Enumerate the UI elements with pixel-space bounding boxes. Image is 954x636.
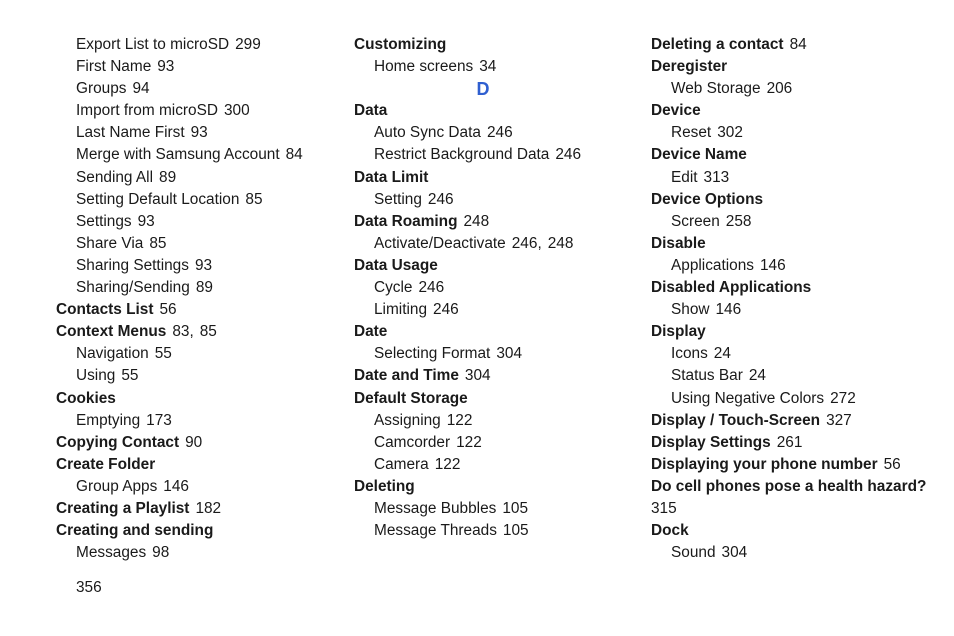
page-reference: 55 xyxy=(121,367,139,385)
entry-term: Creating and sending xyxy=(56,522,214,540)
page-reference: 246 xyxy=(418,279,445,297)
page-reference: 246 xyxy=(427,190,454,208)
page-reference: 122 xyxy=(446,411,473,429)
index-entry xyxy=(354,100,644,122)
entry-term: Disabled Applications xyxy=(651,279,812,297)
index-entry xyxy=(651,520,941,542)
entry-term: Context Menus xyxy=(56,323,167,341)
entry-term: Export List to microSD xyxy=(76,36,230,53)
page-reference: 84 xyxy=(789,36,807,53)
page-reference: 313 xyxy=(703,168,730,186)
entry-term: Merge with Samsung Account xyxy=(76,146,280,164)
index-subentry xyxy=(651,365,941,387)
page-reference: 146 xyxy=(760,256,786,274)
page-reference: 105 xyxy=(502,522,529,540)
index-subentry xyxy=(651,255,941,277)
page-number: 356 xyxy=(76,579,102,596)
index-subentry xyxy=(354,144,644,166)
index-subentry xyxy=(56,233,346,255)
entry-term: Deregister xyxy=(651,58,728,76)
page-reference: 34 xyxy=(479,58,497,76)
index-column-1 xyxy=(56,34,346,564)
page-reference: 146 xyxy=(163,477,189,495)
index-entry xyxy=(651,410,941,432)
page-reference: 173 xyxy=(146,411,172,429)
index-entry xyxy=(651,189,941,211)
entry-term: Reset xyxy=(671,124,712,142)
page-reference: 83 xyxy=(172,323,190,341)
page-reference: 182 xyxy=(195,499,222,517)
page-reference: 56 xyxy=(883,455,901,473)
page-reference: 84 xyxy=(285,146,303,164)
entry-term: 315 xyxy=(651,499,677,517)
index-entry xyxy=(651,56,941,78)
index-subentry xyxy=(651,122,941,144)
index-subentry xyxy=(651,542,941,564)
page-reference: 304 xyxy=(496,345,523,363)
index-entry xyxy=(354,365,644,387)
entry-term: Date xyxy=(354,323,388,341)
page-reference: 85 xyxy=(149,234,167,252)
index-subentry xyxy=(354,299,644,321)
index-entry xyxy=(56,299,346,321)
entry-term: Creating a Playlist xyxy=(56,499,190,517)
index-entry xyxy=(56,498,346,520)
index-entry xyxy=(354,167,644,189)
page-reference: 246 xyxy=(555,146,582,164)
entry-term: Sharing Settings xyxy=(76,256,189,274)
page-reference: 206 xyxy=(766,80,793,98)
page-reference: 122 xyxy=(456,433,482,451)
entry-term: Cycle xyxy=(374,279,413,297)
entry-term: Device Options xyxy=(651,190,764,208)
index-subentry: Activate/Deactivate 246, 248 xyxy=(374,234,574,252)
entry-term: First Name xyxy=(76,58,152,76)
index-subentry xyxy=(651,299,941,321)
entry-term: Using Negative Colors xyxy=(671,389,825,407)
index-entry xyxy=(651,432,941,454)
page-reference: 246 xyxy=(511,234,538,252)
entry-term: Edit xyxy=(671,168,698,186)
index-entry xyxy=(651,144,941,166)
index-entry xyxy=(651,34,941,56)
entry-term: Default Storage xyxy=(354,389,468,407)
index-subentry xyxy=(56,211,346,233)
entry-term: Cookies xyxy=(56,389,116,407)
entry-term: Settings xyxy=(76,212,132,230)
page-reference: 93 xyxy=(190,124,208,142)
index-subentry xyxy=(354,454,644,476)
entry-term: Web Storage xyxy=(671,80,761,98)
page-reference: 85 xyxy=(245,190,263,208)
entry-term: Applications xyxy=(671,256,754,274)
page-reference: 300 xyxy=(223,102,250,120)
page-reference: 327 xyxy=(826,411,852,429)
entry-term: Device Name xyxy=(651,146,747,164)
section-letter-heading: D xyxy=(476,79,490,100)
entry-term: Message Bubbles xyxy=(374,499,497,517)
entry-term: Date and Time xyxy=(354,367,459,385)
entry-term: Deleting xyxy=(354,477,415,495)
index-entry xyxy=(56,388,346,410)
entry-term: Restrict Background Data xyxy=(374,146,550,164)
entry-term: Emptying xyxy=(76,411,141,429)
index-entry xyxy=(651,277,941,299)
page-reference: 272 xyxy=(830,389,856,407)
entry-term: Display / Touch-Screen xyxy=(651,411,821,429)
entry-term: Display xyxy=(651,323,706,341)
index-entry xyxy=(354,34,644,56)
entry-term: Data Limit xyxy=(354,168,429,186)
index-entry xyxy=(651,476,941,498)
page-reference: 94 xyxy=(132,80,150,98)
entry-term: Assigning xyxy=(374,411,441,429)
index-entry xyxy=(354,321,644,343)
index-subentry xyxy=(56,476,346,498)
index-subentry xyxy=(56,365,346,387)
entry-term: Data Usage xyxy=(354,256,438,274)
entry-term: Create Folder xyxy=(56,455,156,473)
page-reference: 90 xyxy=(185,433,203,451)
index-subentry xyxy=(56,255,346,277)
entry-term: Copying Contact xyxy=(56,433,180,451)
entry-term: Camcorder xyxy=(374,433,451,451)
page-reference: 89 xyxy=(195,279,213,297)
page-reference: 55 xyxy=(154,345,172,363)
page-reference: 98 xyxy=(152,544,170,562)
index-subentry xyxy=(354,343,644,365)
entry-term: Limiting xyxy=(374,301,428,319)
page-reference: 105 xyxy=(502,499,529,517)
entry-term: Activate/Deactivate xyxy=(374,234,506,252)
entry-term: Home screens xyxy=(374,58,474,76)
index-entry xyxy=(354,476,644,498)
index-entry xyxy=(651,454,941,476)
index-subentry xyxy=(56,410,346,432)
entry-term: Status Bar xyxy=(671,367,743,385)
index-subentry xyxy=(56,343,346,365)
index-subentry xyxy=(56,78,346,100)
index-subentry xyxy=(56,144,346,166)
entry-term: Data Roaming xyxy=(354,212,458,230)
page-reference: 304 xyxy=(721,544,748,562)
page-reference: 302 xyxy=(717,124,743,142)
entry-term: Sending All xyxy=(76,168,154,186)
page-reference: 93 xyxy=(157,58,175,76)
index-subentry xyxy=(56,277,346,299)
page-reference: 246 xyxy=(433,301,459,319)
index-subentry xyxy=(651,78,941,100)
index-entry xyxy=(651,100,941,122)
page-reference: 24 xyxy=(748,367,766,385)
index-subentry xyxy=(651,167,941,189)
entry-term: Last Name First xyxy=(76,124,185,142)
index-subentry xyxy=(56,167,346,189)
index-subentry xyxy=(56,122,346,144)
entry-term: Customizing xyxy=(354,36,447,53)
entry-term: Data xyxy=(354,102,388,120)
index-subentry xyxy=(56,189,346,211)
index-subentry xyxy=(354,432,644,454)
index-entry xyxy=(56,454,346,476)
entry-term: Disable xyxy=(651,234,706,252)
entry-term: Selecting Format xyxy=(374,345,491,363)
page-reference: 24 xyxy=(713,345,731,363)
page-reference: 299 xyxy=(235,36,261,53)
page-reference: 89 xyxy=(159,168,177,186)
entry-term: Message Threads xyxy=(374,522,497,540)
entry-term: Navigation xyxy=(76,345,149,363)
index-subentry xyxy=(354,277,644,299)
page-reference: 258 xyxy=(725,212,752,230)
index-subentry xyxy=(651,343,941,365)
entry-term: Messages xyxy=(76,544,147,562)
index-subentry xyxy=(56,542,346,564)
entry-term: Setting Default Location xyxy=(76,190,240,208)
entry-term: Dock xyxy=(651,522,689,540)
index-entry: Context Menus 83, 85 xyxy=(56,323,217,341)
entry-term: Show xyxy=(671,301,710,319)
entry-term: Using xyxy=(76,367,116,385)
index-entry xyxy=(651,233,941,255)
page-reference: 146 xyxy=(715,301,742,319)
index-column-3 xyxy=(651,34,941,564)
index-entry xyxy=(354,388,644,410)
entry-term: Auto Sync Data xyxy=(374,124,481,142)
index-subentry xyxy=(354,189,644,211)
page-reference: 248 xyxy=(463,212,490,230)
entry-term: Do cell phones pose a health hazard? xyxy=(651,477,927,495)
index-subentry xyxy=(651,211,941,233)
entry-term: Screen xyxy=(671,212,720,230)
entry-term: Device xyxy=(651,102,701,120)
entry-term: Camera xyxy=(374,455,429,473)
index-subentry xyxy=(56,56,346,78)
index-subentry xyxy=(56,100,346,122)
page-reference: 122 xyxy=(434,455,461,473)
index-subentry xyxy=(354,410,644,432)
entry-term: Displaying your phone number xyxy=(651,455,878,473)
index-entry xyxy=(56,432,346,454)
page-reference: 248 xyxy=(547,234,574,252)
entry-term: Deleting a contact xyxy=(651,36,784,53)
index-entry xyxy=(56,520,346,542)
entry-term: Groups xyxy=(76,80,127,98)
index-subentry xyxy=(354,520,644,542)
index-subentry xyxy=(354,56,644,78)
entry-term: Group Apps xyxy=(76,477,158,495)
page-reference: 56 xyxy=(159,301,177,319)
page-reference: 246 xyxy=(486,124,513,142)
index-entry xyxy=(651,321,941,343)
index-subentry xyxy=(651,388,941,410)
page-reference: 304 xyxy=(464,367,491,385)
index-subentry xyxy=(354,498,644,520)
index-entry xyxy=(354,255,644,277)
index-entry xyxy=(354,211,644,233)
entry-term: Display Settings xyxy=(651,433,771,451)
index-continuation xyxy=(651,498,941,520)
index-column-2 xyxy=(354,34,644,542)
page-reference: 261 xyxy=(776,433,803,451)
entry-term: Sound xyxy=(671,544,716,562)
page-reference: 93 xyxy=(194,256,213,274)
entry-term: Share Via xyxy=(76,234,144,252)
entry-term: Setting xyxy=(374,190,422,208)
entry-term: Import from microSD xyxy=(76,102,218,120)
entry-term: Contacts List xyxy=(56,301,154,319)
entry-term: Icons xyxy=(671,345,708,363)
page-reference: 85 xyxy=(199,323,217,341)
index-subentry xyxy=(56,34,346,56)
page-reference: 93 xyxy=(137,212,155,230)
entry-term: Sharing/Sending xyxy=(76,279,190,297)
index-subentry xyxy=(354,122,644,144)
